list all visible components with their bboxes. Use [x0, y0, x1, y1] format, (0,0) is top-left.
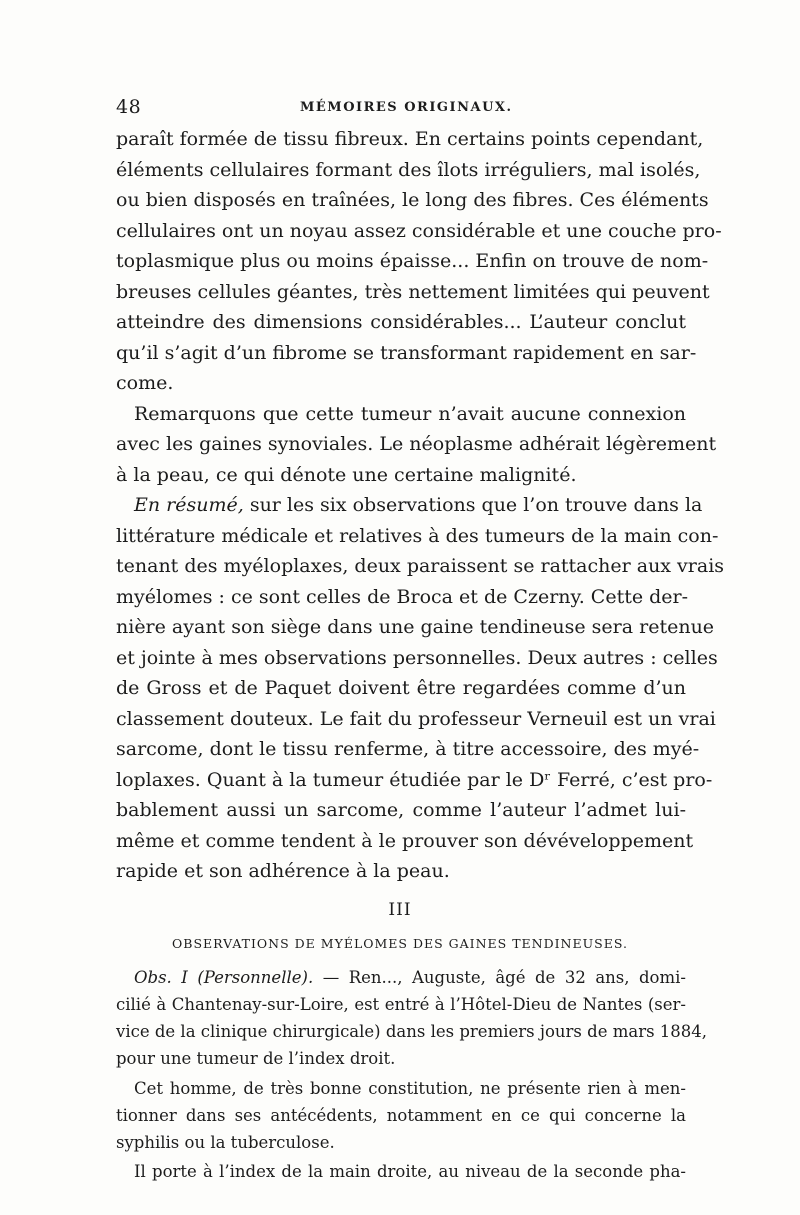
section-title: OBSERVATIONS DE MYÉLOMES DES GAINES TENDINEUSES.: [172, 936, 628, 951]
text-line: bablement aussi un sarcome, comme l’auteur l’admet lui-: [116, 799, 686, 821]
text-line: breuses cellules géantes, très nettement limitées qui peuvent: [116, 281, 710, 303]
text-line: cilié à Chantenay-sur-Loire, est entré à l’Hôtel-Dieu de Nantes (ser-: [116, 995, 686, 1014]
text-line: littérature médicale et relatives à des tumeurs de la main con-: [116, 525, 719, 547]
text-line: sarcome, dont le tissu renferme, à titre accessoire, des myé-: [116, 738, 700, 760]
text-span: — Ren..., Auguste, âgé de 32 ans, domi-: [322, 968, 686, 987]
observation-label: Obs. I (Personnelle).: [134, 968, 314, 987]
text-line: syphilis ou la tuberculose.: [116, 1133, 335, 1152]
text-line: tenant des myéloplaxes, deux paraissent se rattacher aux vrais: [116, 555, 725, 577]
text-line: rapide et son adhérence à la peau.: [116, 860, 450, 882]
running-title: MÉMOIRES ORIGINAUX.: [300, 100, 513, 115]
text-line: paraît formée de tissu fibreux. En certains points cependant,: [116, 128, 704, 150]
text-line: come.: [116, 372, 174, 394]
text-line: qu’il s’agit d’un fibrome se transformant rapidement en sar-: [116, 342, 697, 364]
text-line-with-emphasis: [116, 494, 703, 516]
text-line: vice de la clinique chirurgicale) dans les premiers jours de mars 1884,: [116, 1022, 708, 1041]
text-line: nière ayant son siège dans une gaine tendineuse sera retenue: [116, 616, 715, 638]
text-line: à la peau, ce qui dénote une certaine malignité.: [116, 464, 577, 486]
text-line: myélomes : ce sont celles de Broca et de Czerny. Cette der-: [116, 586, 689, 608]
text-line: loplaxes. Quant à la tumeur étudiée par le Dʳ Ferré, c’est pro-: [116, 769, 713, 791]
text-line: Cet homme, de très bonne constitution, ne présente rien à men-: [134, 1079, 686, 1098]
text-line: même et comme tendent à le prouver son dévéveloppement: [116, 830, 694, 852]
text-line: pour une tumeur de l’index droit.: [116, 1049, 396, 1068]
text-line: classement douteux. Le fait du professeur Verneuil est un vrai: [116, 708, 716, 730]
text-line: ou bien disposés en traînées, le long des fibres. Ces éléments: [116, 189, 709, 211]
text-line: cellulaires ont un noyau assez considérable et une couche pro-: [116, 220, 722, 242]
text-line: atteindre des dimensions considérables... L’auteur conclut: [116, 311, 686, 333]
text-line: toplasmique plus ou moins épaisse... Enfin on trouve de nom-: [116, 250, 709, 272]
text-line: Il porte à l’index de la main droite, au niveau de la seconde pha-: [134, 1162, 686, 1181]
text-line: avec les gaines synoviales. Le néoplasme adhérait légèrement: [116, 433, 717, 455]
text-line: tionner dans ses antécédents, notamment en ce qui concerne la: [116, 1106, 686, 1125]
text-span: sur les six observations que l’on trouve dans la: [249, 494, 703, 516]
text-line: Remarquons que cette tumeur n’avait aucune connexion: [134, 403, 686, 425]
text-line: de Gross et de Paquet doivent être regardées comme d’un: [116, 677, 686, 699]
text-line: éléments cellulaires formant des îlots irréguliers, mal isolés,: [116, 159, 701, 181]
text-line: et jointe à mes observations personnelles. Deux autres : celles: [116, 647, 718, 669]
section-number: III: [388, 900, 412, 920]
page-header: [116, 96, 686, 126]
observation-first-line: [116, 968, 686, 987]
page-number: 48: [116, 96, 142, 118]
emphasis-en-resume: En résumé,: [134, 494, 244, 516]
